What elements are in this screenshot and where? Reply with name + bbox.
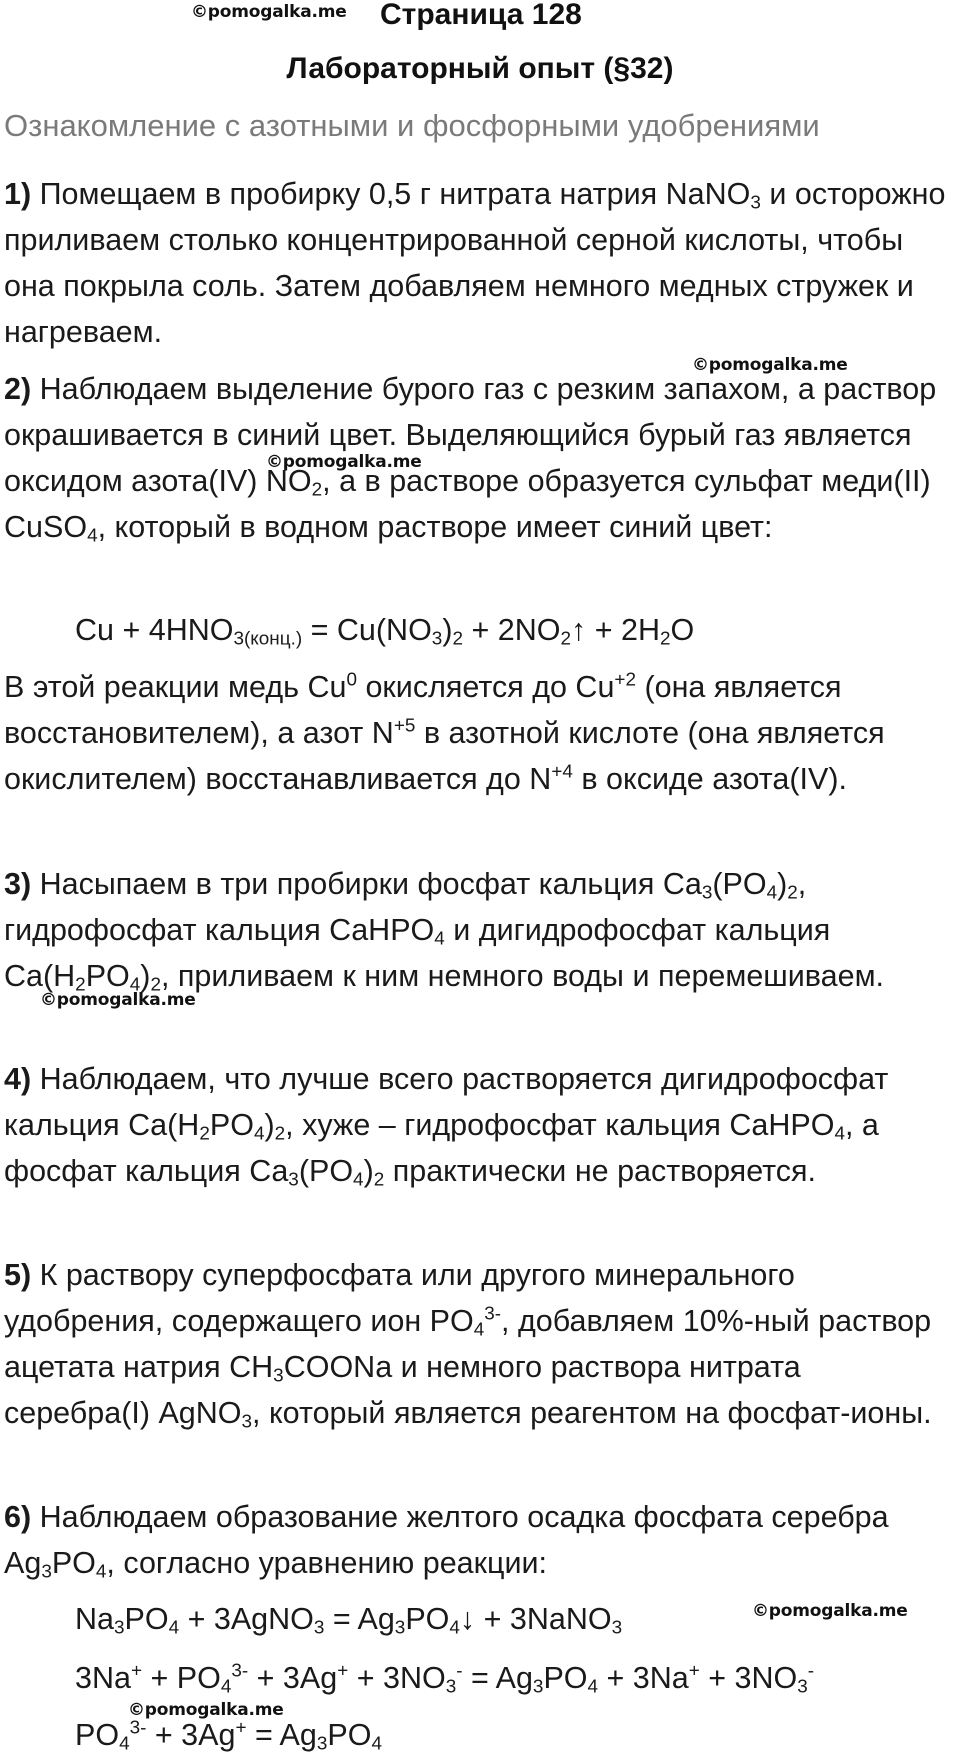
equation-silver-phosphate-short-ionic: $PO_4^{3-} + 3Ag^+ = Ag_3PO_4$ [75, 1717, 382, 1755]
lab-title: Лабораторный опыт (§32) [286, 52, 674, 85]
watermark: ©pomogalka.me [692, 355, 848, 375]
step-5: 5) К раствору суперфосфата или другого минерального удобрения, содержащего ион $PO_4^{3-}$, добавляем 10%-ный раствор ацетата натрия $CH_3COONa$ и немного раствора нитрата серебра(I) AgNO$_3$, который является реагентом на фосфат-ионы. [4, 1258, 932, 1433]
watermark: ©pomogalka.me [752, 1601, 908, 1621]
equation-silver-phosphate-full-ionic: $3Na^+ + PO_4^{3-} + 3Ag^+ + 3NO_3^- = Ag_3PO_4 + 3Na^+ + 3NO_3^-$ [75, 1660, 815, 1698]
equation-silver-phosphate-molecular: $Na_3PO_4$ + 3AgNO$_3$ = $Ag_3PO_4↓$ + 3NaNO$_3$ [75, 1602, 623, 1639]
watermark: ©pomogalka.me [191, 2, 347, 22]
redox-explanation: В этой реакции медь Cu$^0$ окисляется до $Cu^{+2}$ (она является восстановителем), а азот $N^{+5}$ в азотной кислоте (она является окислителем) восстанавливается до $N^{+4}$ в оксиде азота(IV). [4, 669, 885, 796]
watermark: ©pomogalka.me [40, 990, 196, 1010]
step-6: 6) Наблюдаем образование желтого осадка фосфата серебра $Ag_3PO_4$, согласно уравнению реакции: [4, 1500, 889, 1583]
watermark: ©pomogalka.me [266, 452, 422, 472]
step-1: 1) Помещаем в пробирку 0,5 г нитрата натрия NaNO$_3$ и осторожно приливаем столько концентрированной серной кислоты, чтобы она покрыла соль. Затем добавляем немного медных стружек и нагреваем. [4, 177, 946, 349]
equation-copper-nitric-acid: $Cu + 4HNO_{3(конц.)} = Cu(NO_3)_2$ + $2NO_2↑ + 2H_2O$ [75, 613, 695, 650]
step-3: 3) Насыпаем в три пробирки фосфат кальция $Ca_3(PO_4)_2$, гидрофосфат кальция CaHPO$_4$ и дигидрофосфат кальция $Ca(H_2PO_4)_2$, приливаем к ним немного воды и перемешиваем. [4, 867, 885, 996]
step-2: 2) Наблюдаем выделение бурого газ с резким запахом, а раствор окрашивается в синий цвет. Выделяющийся бурый газ является оксидом азота(IV) $NO_2$, а в растворе образуется сульфат меди(II) CuSO$_4$, который в водном растворе имеет синий цвет: [4, 372, 937, 547]
topic-heading: Ознакомление с азотными и фосфорными удобрениями [4, 108, 820, 143]
page-title: Страница 128 [380, 0, 582, 31]
step-4: 4) Наблюдаем, что лучше всего растворяется дигидрофосфат кальция $Ca(H_2PO_4)_2$, хуже – гидрофосфат кальция CaHPO$_4$, а фосфат кальция $Ca_3(PO_4)_2$ практически не растворяется. [4, 1062, 889, 1191]
watermark: ©pomogalka.me [128, 1700, 284, 1720]
